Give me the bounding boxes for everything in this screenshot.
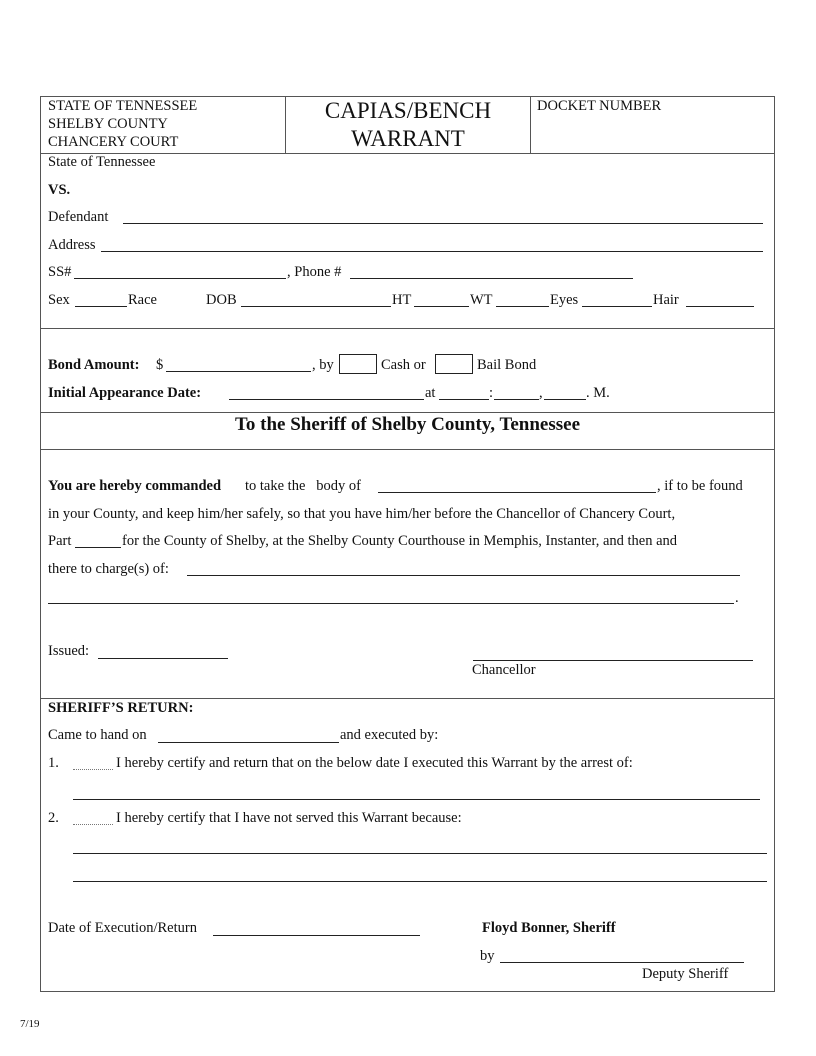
came-to-hand-date-field[interactable]	[158, 742, 339, 743]
came-to-hand-label: Came to hand on	[48, 727, 147, 743]
versus-text: VS.	[48, 182, 71, 198]
header-divider	[530, 97, 531, 153]
command-lead-text: to take the body of	[245, 478, 361, 494]
appearance-ampm-field[interactable]	[544, 399, 586, 400]
part-label: Part	[48, 533, 72, 549]
sheriffs-return-heading: SHERIFF’S RETURN:	[48, 700, 194, 716]
cash-label: Cash or	[381, 357, 426, 373]
bond-amount-field[interactable]	[166, 371, 311, 372]
cash-checkbox[interactable]	[339, 354, 377, 374]
initial-appearance-label: Initial Appearance Date:	[48, 385, 202, 401]
item1-check-field[interactable]	[73, 769, 113, 770]
item2-text: I hereby certify that I have not served this Warrant because:	[116, 810, 462, 826]
address-field[interactable]	[101, 251, 763, 252]
sex-field[interactable]	[75, 306, 127, 307]
court-line-county: SHELBY COUNTY	[48, 116, 168, 132]
revision-date: 7/19	[20, 1018, 40, 1030]
hair-label: Hair	[653, 292, 679, 308]
time-colon: :	[489, 385, 494, 401]
executed-by-label: and executed by:	[340, 727, 439, 743]
hair-field[interactable]	[686, 306, 754, 307]
form-title-line2: WARRANT	[351, 126, 465, 151]
address-label: Address	[48, 237, 96, 253]
if-found-text: , if to be found	[657, 478, 743, 494]
phone-field[interactable]	[350, 278, 633, 279]
appearance-minute-field[interactable]	[494, 399, 539, 400]
item2-check-field[interactable]	[73, 824, 113, 825]
weight-field[interactable]	[496, 306, 549, 307]
body-of-field[interactable]	[378, 492, 656, 493]
capias-warrant-form	[40, 96, 775, 992]
sheriff-heading: To the Sheriff of Shelby County, Tennessee	[234, 414, 581, 435]
defendant-field[interactable]	[123, 223, 763, 224]
ssn-label: SS#	[48, 264, 72, 280]
bail-bond-checkbox[interactable]	[435, 354, 473, 374]
height-label: HT	[392, 292, 412, 308]
dollar-sign: $	[156, 357, 164, 373]
section-divider	[41, 449, 774, 450]
time-comma: ,	[539, 385, 543, 401]
weight-label: WT	[470, 292, 493, 308]
arrestee-field[interactable]	[73, 799, 760, 800]
command-line2: in your County, and keep him/her safely, so that you have him/her before the Chancellor of Chancery Court,	[48, 506, 676, 522]
appearance-at-text: at	[425, 385, 436, 401]
dob-field[interactable]	[241, 306, 391, 307]
charges-label: there to charge(s) of:	[48, 561, 169, 577]
date-execution-label: Date of Execution/Return	[48, 920, 197, 936]
item2-number: 2.	[48, 810, 59, 826]
not-served-reason-line2[interactable]	[73, 881, 767, 882]
court-line-state: STATE OF TENNESSEE	[48, 98, 198, 114]
deputy-by-label: by	[480, 948, 495, 964]
docket-number-label: DOCKET NUMBER	[537, 98, 662, 114]
charges-field-line2[interactable]	[48, 603, 734, 604]
phone-label: , Phone #	[287, 264, 342, 280]
deputy-signature-field[interactable]	[500, 962, 744, 963]
plaintiff-text: State of Tennessee	[48, 154, 156, 170]
height-field[interactable]	[414, 306, 469, 307]
meridiem-text: . M.	[586, 385, 610, 401]
dob-label: DOB	[206, 292, 237, 308]
bail-bond-label: Bail Bond	[477, 357, 537, 373]
command-lead-bold: You are hereby commanded	[48, 478, 222, 494]
eyes-field[interactable]	[582, 306, 652, 307]
charges-field-line1[interactable]	[187, 575, 740, 576]
chancellor-label: Chancellor	[472, 662, 536, 678]
section-divider	[41, 328, 774, 329]
command-line3: for the County of Shelby, at the Shelby County Courthouse in Memphis, Instanter, and then and	[122, 533, 678, 549]
bond-by-text: , by	[312, 357, 334, 373]
section-divider	[41, 698, 774, 699]
sheriff-name: Floyd Bonner, Sheriff	[482, 920, 616, 936]
deputy-sheriff-label: Deputy Sheriff	[642, 966, 729, 982]
not-served-reason-line1[interactable]	[73, 853, 767, 854]
issued-label: Issued:	[48, 643, 90, 659]
ssn-field[interactable]	[74, 278, 286, 279]
defendant-label: Defendant	[48, 209, 109, 225]
court-line-court: CHANCERY COURT	[48, 134, 179, 150]
eyes-label: Eyes	[550, 292, 579, 308]
part-field[interactable]	[75, 547, 121, 548]
bond-amount-label: Bond Amount:	[48, 357, 140, 373]
chancellor-signature-field[interactable]	[473, 660, 753, 661]
appearance-date-field[interactable]	[229, 399, 424, 400]
item1-text: I hereby certify and return that on the below date I executed this Warrant by the arrest of:	[116, 755, 633, 771]
issued-date-field[interactable]	[98, 658, 228, 659]
sex-label: Sex	[48, 292, 70, 308]
form-title-line1: CAPIAS/BENCH	[324, 98, 492, 123]
date-execution-field[interactable]	[213, 935, 420, 936]
charges-period: .	[735, 590, 739, 606]
item1-number: 1.	[48, 755, 59, 771]
appearance-hour-field[interactable]	[439, 399, 489, 400]
race-label: Race	[128, 292, 157, 308]
